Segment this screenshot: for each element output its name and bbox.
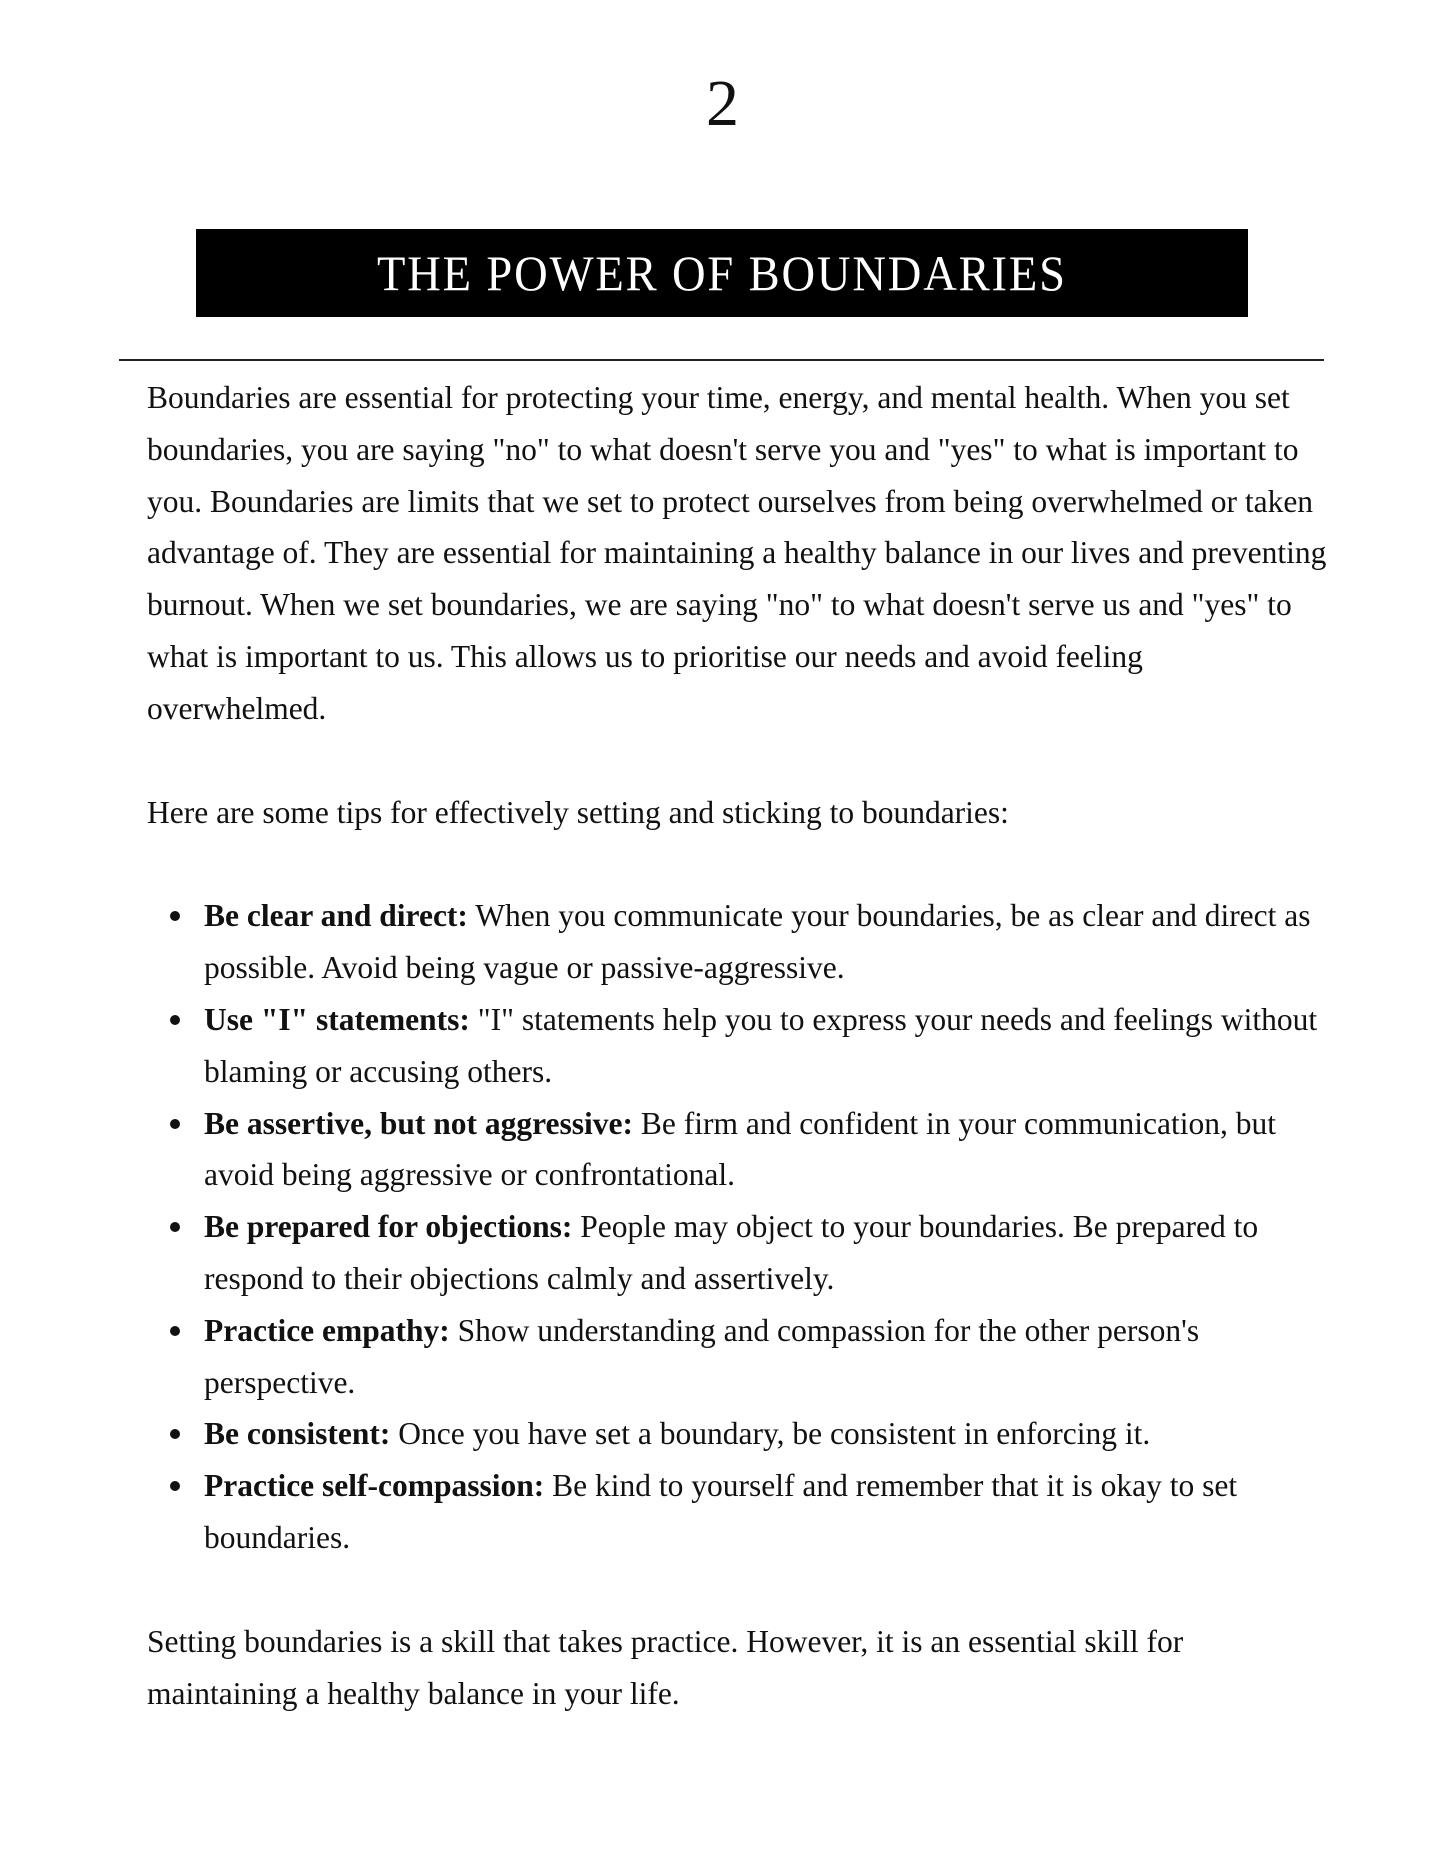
body-content	[147, 372, 1327, 1719]
tip-item	[147, 1460, 1327, 1564]
tip-item	[147, 890, 1327, 994]
intro-paragraph: Boundaries are essential for protecting your time, energy, and mental health. When you set boundaries, you are saying "no" to what doesn't serve you and "yes" to what is important to you. Boundaries are limits that we set to protect ourselves from being overwhelmed or taken advantage of. They are essential for maintaining a healthy balance in our lives and preventing burnout. When we set boundaries, we are saying "no" to what doesn't serve us and "yes" to what is important to us. This allows us to prioritise our needs and avoid feeling overwhelmed.	[147, 380, 1327, 726]
tips-intro: Here are some tips for effectively setting and sticking to boundaries:	[147, 794, 1009, 830]
tip-text: When you communicate your boundaries, be as clear and direct as possible. Avoid being vague or passive-aggressive.	[204, 898, 1311, 986]
tip-text: Be firm and confident in your communication, but avoid being aggressive or confrontational.	[204, 1105, 1276, 1193]
tips-list	[147, 890, 1327, 1563]
bullet-icon	[170, 1481, 180, 1491]
bullet-icon	[170, 1429, 180, 1439]
paragraph-spacer	[147, 735, 1327, 787]
bullet-icon	[170, 1326, 180, 1336]
title-banner	[196, 229, 1248, 317]
paragraph-spacer	[147, 1564, 1327, 1616]
tip-lead: Use "I" statements:	[204, 1001, 470, 1037]
closing-paragraph: Setting boundaries is a skill that takes practice. However, it is an essential skill for maintaining a healthy balance in your life.	[147, 1623, 1184, 1711]
tip-item	[147, 994, 1327, 1098]
tip-item	[147, 1305, 1327, 1409]
tip-lead: Be consistent:	[204, 1416, 391, 1452]
tip-text: Show understanding and compassion for the other person's perspective.	[204, 1312, 1200, 1400]
tip-lead: Practice self-compassion:	[204, 1468, 545, 1504]
tip-lead: Be assertive, but not aggressive:	[204, 1105, 633, 1141]
tip-text: Once you have set a boundary, be consistent in enforcing it.	[390, 1416, 1151, 1452]
bullet-icon	[170, 1015, 180, 1025]
tip-item	[147, 1408, 1327, 1460]
tip-lead: Practice empathy:	[204, 1312, 450, 1348]
tip-text: Be kind to yourself and remember that it is okay to set boundaries.	[204, 1468, 1238, 1555]
page-title: THE POWER OF BOUNDARIES	[377, 245, 1067, 301]
bullet-icon	[170, 1222, 180, 1232]
tip-lead: Be prepared for objections:	[204, 1209, 573, 1245]
tip-item	[147, 1201, 1327, 1305]
paragraph-spacer	[147, 838, 1327, 890]
bullet-icon	[170, 1119, 180, 1129]
tip-text: People may object to your boundaries. Be prepared to respond to their objections calmly and assertively.	[204, 1209, 1259, 1296]
divider-rule	[119, 359, 1324, 361]
page-number: 2	[706, 67, 739, 140]
tip-text: "I" statements help you to express your needs and feelings without blaming or accusing others.	[204, 1001, 1318, 1089]
tip-item	[147, 1098, 1327, 1202]
tip-lead: Be clear and direct:	[204, 898, 468, 934]
bullet-icon	[170, 911, 180, 921]
